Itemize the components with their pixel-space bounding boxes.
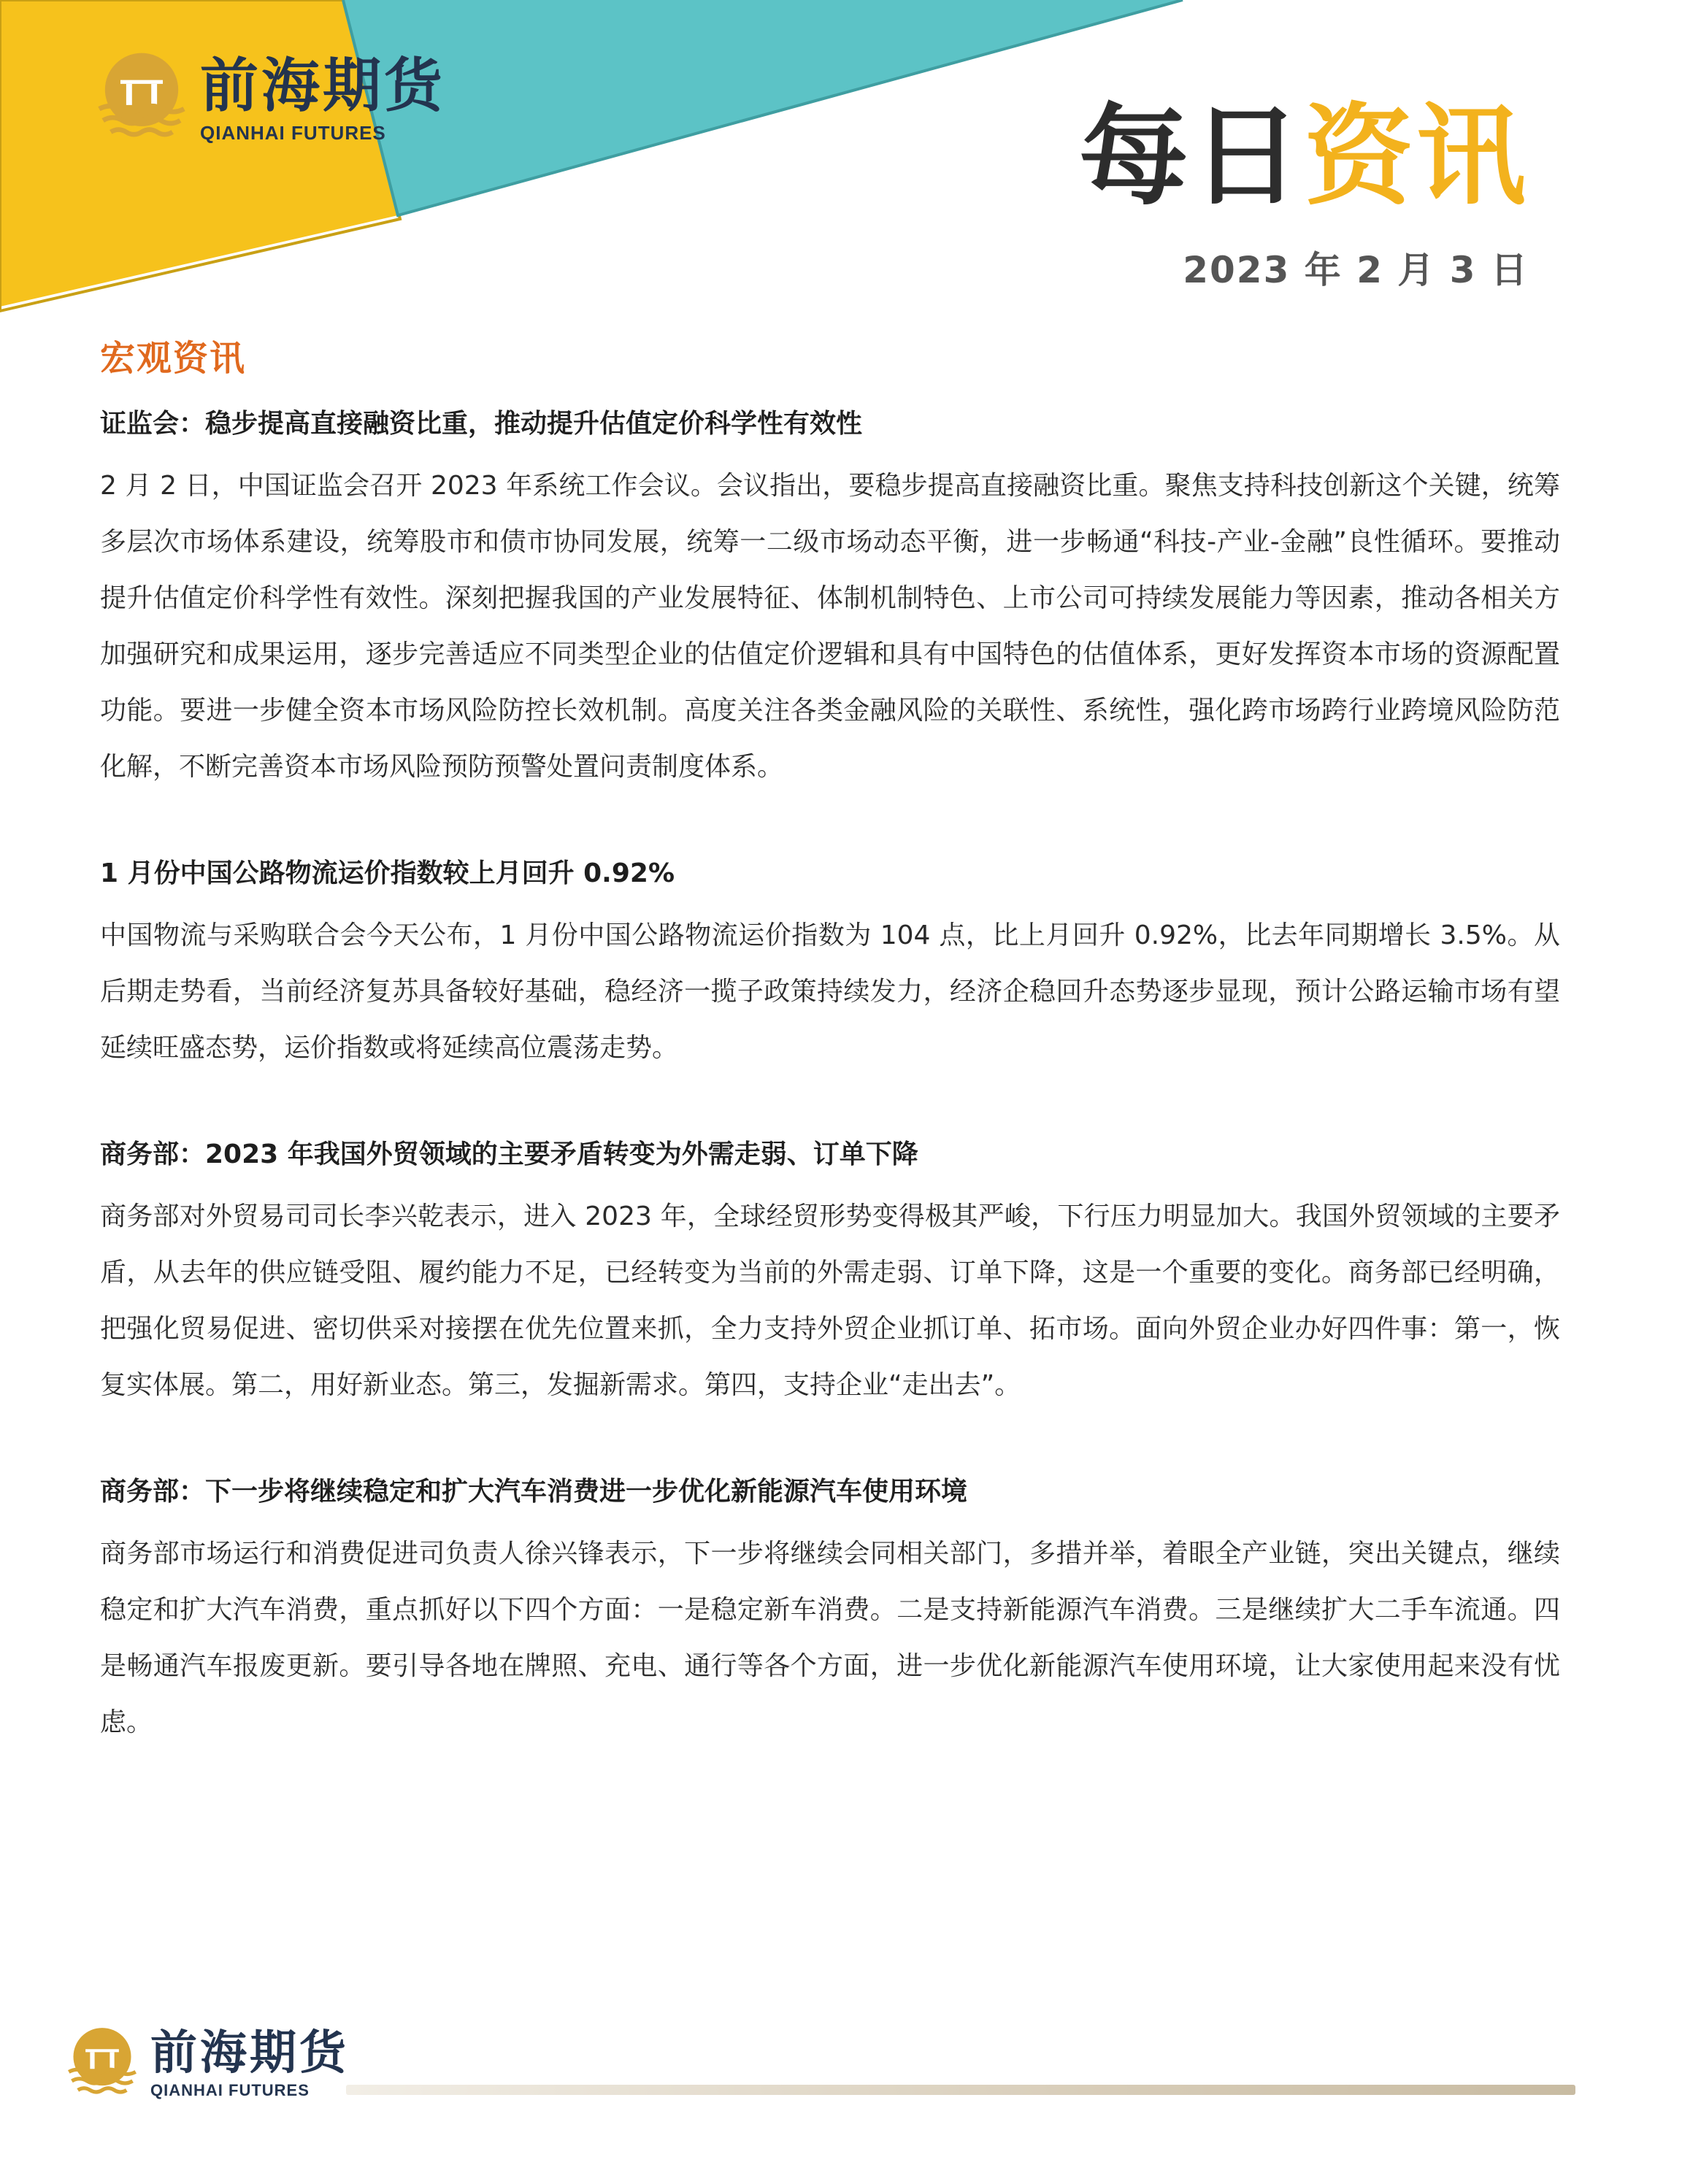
article-headline: 证监会：稳步提高直接融资比重，推动提升估值定价科学性有效性 xyxy=(100,409,863,439)
article xyxy=(100,853,1560,1076)
document-title xyxy=(1078,93,1529,220)
logo-sun-waves-icon xyxy=(64,2026,140,2102)
footer-logo xyxy=(64,2026,349,2102)
article-headline: 商务部：下一步将继续稳定和扩大汽车消费进一步优化新能源汽车使用环境 xyxy=(100,1477,968,1507)
header-logo xyxy=(93,51,445,147)
logo-english-name: QIANHAI FUTURES xyxy=(150,2081,310,2099)
document-date: 2023 年 2 月 3 日 xyxy=(1183,249,1529,291)
banner-yellow-shape xyxy=(0,0,398,307)
article-headline: 商务部：2023 年我国外贸领域的主要矛盾转变为外需走弱、订单下降 xyxy=(100,1139,918,1169)
logo-chinese-name: 前海期货 xyxy=(150,2026,349,2080)
article-body: 商务部市场运行和消费促进司负责人徐兴锋表示，下一步将继续会同相关部门，多措并举，着眼全产业链，突出关键点，继续稳定和扩大汽车消费，重点抓好以下四个方面：一是稳定新车消费。二是支持新能源汽车消费。三是继续扩大二手车流通。四是畅通汽车报废更新。要引导各地在牌照、充电、通行等各个方面，进一步优化新能源汽车使用环境，让大家使用起来没有忧虑。 xyxy=(100,1539,1560,1737)
article xyxy=(100,404,1560,795)
section-title: 宏观资讯 xyxy=(100,338,247,379)
banner-teal-shape xyxy=(343,0,1183,215)
title-block xyxy=(1078,93,1529,293)
title-part-2: 资讯 xyxy=(1303,93,1529,220)
main-content xyxy=(100,330,1560,1809)
article xyxy=(100,1472,1560,1750)
article-body: 中国物流与采购联合会今天公布，1 月份中国公路物流运价指数为 104 点，比上月回升 0.92%，比去年同期增长 3.5%。从后期走势看，当前经济复苏具备较好基础，稳经济一揽子政策持续发力，经济企稳回升态势逐步显现，预计公路运输市场有望延续旺盛态势，运价指数或将延续高位震荡走势。 xyxy=(100,920,1560,1063)
footer-divider xyxy=(346,2085,1575,2095)
article xyxy=(100,1134,1560,1413)
article-headline: 1 月份中国公路物流运价指数较上月回升 0.92% xyxy=(100,858,675,888)
logo-chinese-name: 前海期货 xyxy=(200,51,445,120)
logo-english-name: QIANHAI FUTURES xyxy=(200,122,386,144)
article-body: 商务部对外贸易司司长李兴乾表示，进入 2023 年，全球经贸形势变得极其严峻，下行压力明显加大。我国外贸领域的主要矛盾，从去年的供应链受阻、履约能力不足，已经转变为当前的外需走弱、订单下降，这是一个重要的变化。商务部已经明确，把强化贸易促进、密切供采对接摆在优先位置来抓，全力支持外贸企业抓订单、拓市场。面向外贸企业办好四件事：第一，恢复实体展。第二，用好新业态。第三，发掘新需求。第四，支持企业“走出去”。 xyxy=(100,1201,1560,1400)
logo-sun-waves-icon xyxy=(93,51,190,147)
article-body: 2 月 2 日，中国证监会召开 2023 年系统工作会议。会议指出，要稳步提高直接融资比重。聚焦支持科技创新这个关键，统筹多层次市场体系建设，统筹股市和债市协同发展，统筹一二级市场动态平衡，进一步畅通“科技-产业-金融”良性循环。要推动提升估值定价科学性有效性。深刻把握我国的产业发展特征、体制机制特色、上市公司可持续发展能力等因素，推动各相关方加强研究和成果运用，逐步完善适应不同类型企业的估值定价逻辑和具有中国特色的估值体系，更好发挥资本市场的资源配置功能。要进一步健全资本市场风险防控长效机制。高度关注各类金融风险的关联性、系统性，强化跨市场跨行业跨境风险防范化解，不断完善资本市场风险预防预警处置问责制度体系。 xyxy=(100,471,1560,782)
title-part-1: 每日 xyxy=(1078,93,1304,220)
